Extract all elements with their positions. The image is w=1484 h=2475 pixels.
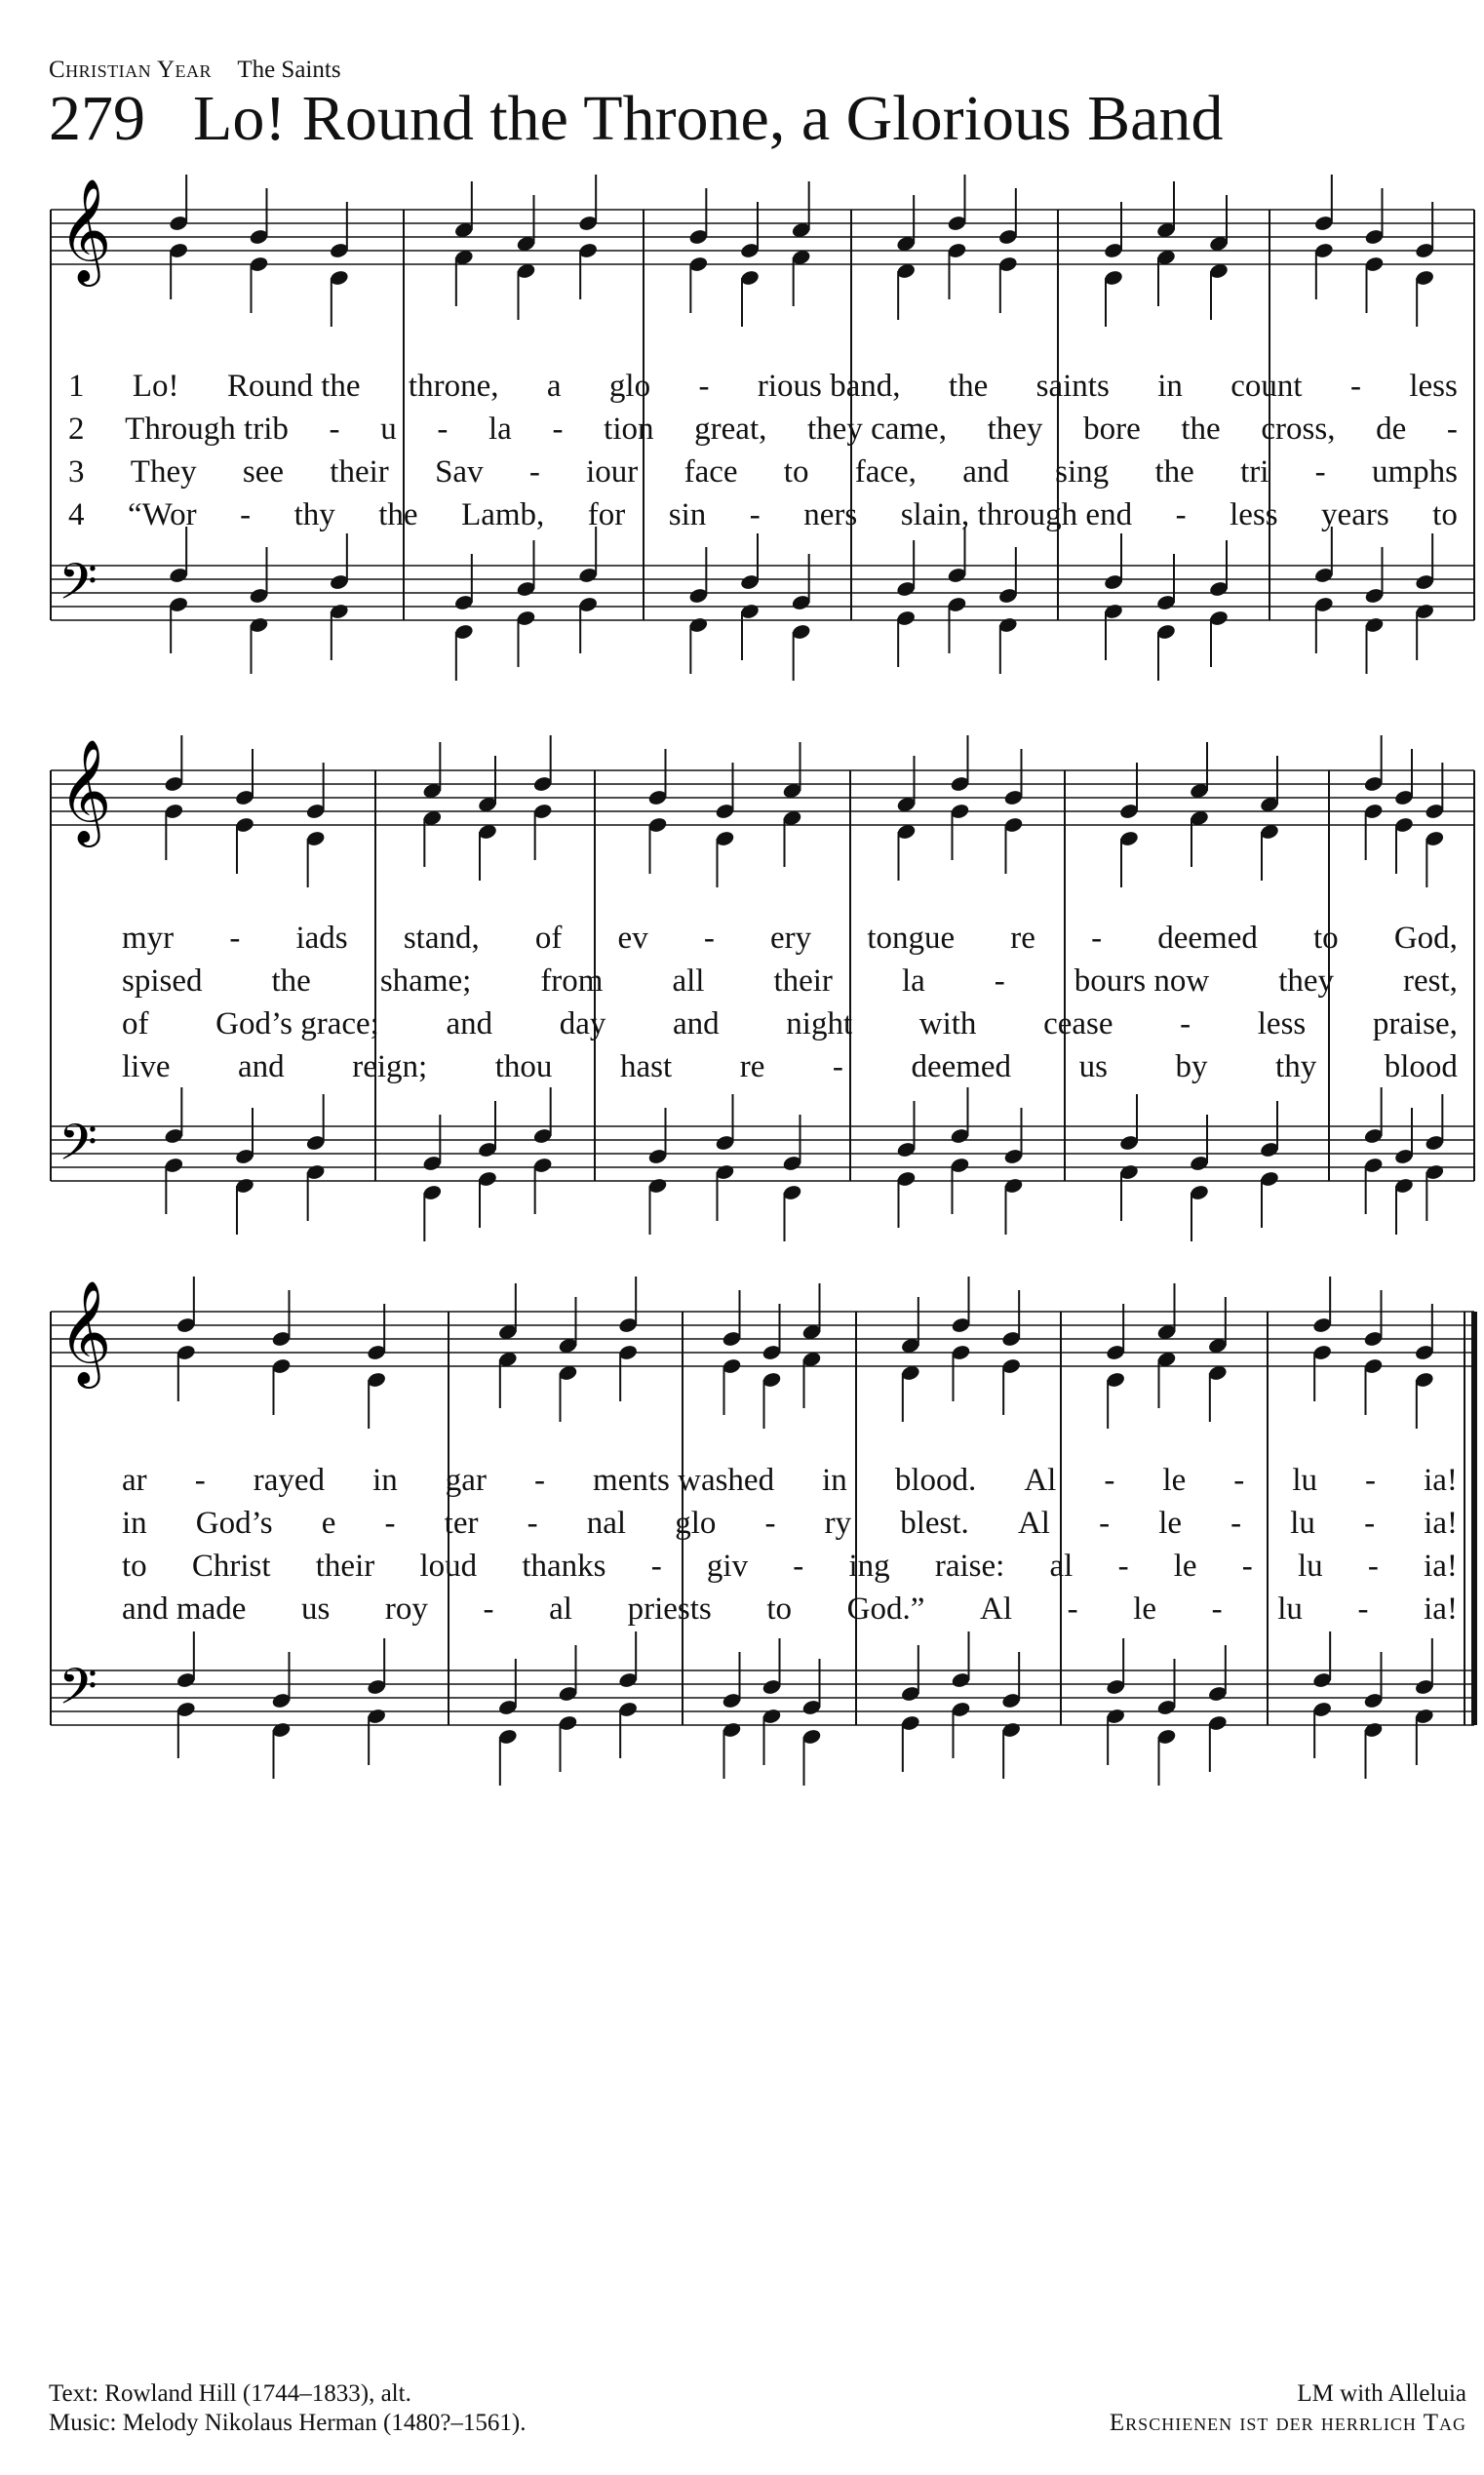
lyric-syllable: - [1067,1591,1078,1627]
lyric-syllable: e [321,1506,336,1541]
lyric-syllable: - [1099,1506,1111,1541]
lyric-line [122,1463,1458,1499]
lyric-syllable: - [793,1549,804,1584]
lyric-syllable: Al [1017,1506,1050,1541]
lyric-syllable: rayed [253,1463,326,1498]
lyric-syllable: see [242,454,285,490]
bass-clef: 𝄢 [59,552,98,623]
lyric-syllable: - [832,1049,843,1084]
lyric-syllable: iour [586,454,639,490]
lyric-syllable: throne, [408,369,499,404]
lyric-syllable: ar [122,1463,147,1498]
lyric-syllable: us [300,1591,331,1627]
lyric-line [68,412,1458,448]
lyric-line [122,921,1458,957]
lyric-syllable: a [546,369,562,404]
lyric-syllable: day [559,1006,606,1041]
lyric-syllable: - [1367,1549,1379,1584]
lyric-syllable: the [1181,412,1221,447]
lyric-syllable: - [1314,454,1326,490]
lyric-syllable: praise, [1372,1006,1458,1041]
lyric-syllable: cease [1043,1006,1113,1041]
lyric-syllable: glo [675,1506,717,1541]
lyric-syllable: gar [445,1463,487,1498]
lyric-syllable: le [1173,1549,1197,1584]
lyric-syllable: Sav [435,454,484,490]
lyric-syllable: and [238,1049,285,1084]
lyric-syllable: in [1157,369,1183,404]
lyric-syllable: blood [1384,1049,1458,1084]
lyric-syllable: They [130,454,197,490]
lyric-syllable: to [1432,497,1458,532]
lyric-syllable: - [1365,1463,1377,1498]
lyric-syllable: live [122,1049,171,1084]
lyric-syllable: thanks [522,1549,606,1584]
lyric-syllable: reign; [352,1049,428,1084]
lyric-syllable: lu [1292,1463,1317,1498]
lyric-syllable: deemed [911,1049,1012,1084]
lyric-syllable: giv [706,1549,749,1584]
lyric-syllable: God’s grace; [215,1006,379,1041]
lyric-syllable: ev [617,921,648,956]
lyric-syllable: umphs [1371,454,1458,490]
lyric-syllable: in [822,1463,847,1498]
lyric-syllable: blood. [894,1463,977,1498]
lyric-syllable: myr [122,921,175,956]
lyric-syllable: blest. [900,1506,969,1541]
lyric-syllable: - [994,963,1005,999]
lyric-syllable: us [1078,1049,1108,1084]
lyric-syllable: - [1357,1591,1369,1627]
lyric-syllable: their [330,454,389,490]
text-credit: Text: Rowland Hill (1744–1833), alt. [49,2380,411,2407]
lyric-syllable: - [650,1549,662,1584]
lyric-syllable: all [672,963,705,999]
lyric-syllable: Christ [191,1549,271,1584]
lyric-syllable: la [901,963,925,999]
lyric-syllable: of [534,921,563,956]
lyric-syllable: and [962,454,1009,490]
lyric-syllable: - [1446,412,1458,447]
lyric-syllable: ia! [1424,1506,1458,1541]
lyric-syllable: bours now [1074,963,1210,999]
lyric-syllable: - [1175,497,1187,532]
lyric-syllable: ia! [1424,1549,1458,1584]
lyric-syllable: loud [419,1549,478,1584]
lyric-line [68,454,1458,491]
lyric-syllable: sing [1055,454,1110,490]
bass-clef: 𝄢 [59,1113,98,1184]
lyric-syllable: - [384,1506,396,1541]
lyric-syllable: - [1091,921,1103,956]
lyric-syllable: saints [1035,369,1110,404]
lyric-syllable: - [1364,1506,1376,1541]
lyric-syllable: le [1133,1591,1157,1627]
lyric-syllable: al [549,1591,572,1627]
lyric-syllable: 2 [68,412,85,447]
lyric-syllable: thy [293,497,335,532]
lyric-syllable: rest, [1403,963,1458,999]
lyric-syllable: to [783,454,809,490]
lyric-syllable: and made [122,1591,247,1627]
lyric-syllable: - [229,921,241,956]
lyric-syllable: God’s [195,1506,273,1541]
meter: LM with Alleluia [1297,2380,1466,2407]
lyric-syllable: and [673,1006,720,1041]
lyric-syllable: by [1175,1049,1208,1084]
lyric-line [68,497,1458,533]
lyric-syllable: ments washed [593,1463,775,1498]
lyric-syllable: u [380,412,397,447]
lyric-syllable: the [271,963,311,999]
lyric-syllable: night [786,1006,853,1041]
lyric-syllable: God.” [846,1591,925,1627]
lyric-syllable: de [1376,412,1407,447]
bass-clef: 𝄢 [59,1657,98,1728]
tune-name: Erschienen ist der herrlich Tag [1109,2410,1466,2436]
lyric-syllable: less [1409,369,1458,404]
lyric-syllable: the [1154,454,1194,490]
lyric-syllable: and [446,1006,493,1041]
lyric-syllable: ners [803,497,858,532]
lyric-syllable: 4 [68,497,85,532]
lyric-syllable: ia! [1424,1591,1458,1627]
lyric-syllable: - [749,497,761,532]
lyric-syllable: iads [295,921,348,956]
credits [49,2379,527,2438]
lyric-syllable: ter [444,1506,479,1541]
lyric-syllable: ia! [1424,1463,1458,1498]
section-label: Christian Year [49,57,213,83]
lyric-syllable: - [1117,1549,1129,1584]
tune-info [1110,2379,1466,2438]
lyric-syllable: they [1278,963,1335,999]
lyric-syllable: - [483,1591,494,1627]
lyric-syllable: in [372,1463,398,1498]
lyric-syllable: to [1313,921,1339,956]
lyric-syllable: - [1211,1591,1223,1627]
lyric-syllable: - [533,1463,545,1498]
lyric-syllable: le [1162,1463,1187,1498]
lyric-syllable: - [528,454,540,490]
lyric-syllable: Al [1024,1463,1057,1498]
lyric-syllable: raise: [934,1549,1005,1584]
lyric-syllable: - [240,497,252,532]
lyric-syllable: - [1180,1006,1191,1041]
lyric-line [122,1506,1458,1542]
lyric-syllable: tion [604,412,654,447]
lyric-syllable: roy [384,1591,428,1627]
lyric-line [68,369,1458,405]
lyric-syllable: slain, through end [900,497,1133,532]
lyric-syllable: tri [1240,454,1269,490]
lyric-syllable: “Wor [127,497,197,532]
lyric-syllable: lu [1290,1506,1315,1541]
lyric-syllable: with [918,1006,977,1041]
lyric-syllable: - [437,412,449,447]
lyric-syllable: spised [122,963,203,999]
lyric-syllable: face, [854,454,917,490]
lyric-syllable: the [378,497,418,532]
lyric-syllable: 1 [68,369,85,404]
hymn-title: Lo! Round the Throne, a Glorious Band [193,83,1224,154]
music-credit: Music: Melody Nikolaus Herman (1480?–1561). [49,2410,527,2436]
lyric-syllable: al [1049,1549,1074,1584]
lyric-syllable: less [1257,1006,1307,1041]
lyric-syllable: - [703,921,715,956]
lyric-line [122,963,1458,1000]
lyric-syllable: less [1230,497,1278,532]
lyric-syllable: of [122,1006,149,1041]
lyric-syllable: to [122,1549,147,1584]
lyric-line [122,1549,1458,1585]
lyric-syllable: Lo! [132,369,179,404]
lyric-syllable: nal [586,1506,627,1541]
lyric-syllable: their [315,1549,375,1584]
clefs [59,177,111,1728]
lyric-syllable: hast [619,1049,673,1084]
lyric-syllable: God, [1393,921,1458,956]
lyric-syllable: ry [824,1506,852,1541]
lyric-syllable: Lamb, [461,497,545,532]
lyric-syllable: for [587,497,626,532]
subsection-label: The Saints [237,57,341,83]
lyric-syllable: Al [979,1591,1012,1627]
lyric-line [122,1049,1458,1085]
lyric-syllable: - [764,1506,776,1541]
lyric-syllable: lu [1298,1549,1323,1584]
lyric-syllable: 3 [68,454,85,490]
lyric-syllable: re [739,1049,765,1084]
lyric-syllable: from [540,963,604,999]
lyric-syllable: lu [1277,1591,1303,1627]
lyric-syllable: - [1241,1549,1253,1584]
lyric-syllable: the [948,369,989,404]
lyric-syllable: - [329,412,340,447]
lyric-syllable: le [1158,1506,1183,1541]
treble-clef: 𝄞 [59,177,112,282]
hymn-number: 279 [49,83,145,154]
lyric-syllable: face [683,454,738,490]
lyric-syllable: - [698,369,710,404]
lyric-syllable: - [1104,1463,1115,1498]
lyric-syllable: cross, [1261,412,1336,447]
lyric-syllable: Round the [226,369,361,404]
lyric-syllable: re [1010,921,1035,956]
lyric-syllable: deemed [1157,921,1258,956]
lyric-syllable: ing [848,1549,890,1584]
lyric-syllable: glo [608,369,651,404]
lyric-syllable: stand, [403,921,480,956]
lyric-syllable: - [552,412,564,447]
treble-clef: 𝄞 [59,1279,112,1384]
lyric-syllable: - [1230,1506,1242,1541]
lyric-syllable: they came, [807,412,947,447]
lyric-syllable: thou [494,1049,553,1084]
lyric-syllable: la [488,412,512,447]
lyric-syllable: Through trib [125,412,289,447]
lyric-syllable: bore [1083,412,1141,447]
lyric-syllable: ery [770,921,812,956]
lyric-syllable: tongue [867,921,956,956]
lyric-syllable: shame; [379,963,472,999]
lyric-syllable: their [773,963,833,999]
lyric-syllable: they [987,412,1043,447]
lyric-syllable: - [1349,369,1361,404]
treble-clef: 𝄞 [59,738,112,843]
lyric-line [122,1591,1458,1628]
lyric-syllable: in [122,1506,147,1541]
lyric-syllable: sin [668,497,707,532]
lyric-line [122,1006,1458,1042]
lyric-syllable: to [766,1591,793,1627]
lyric-syllable: years [1321,497,1389,532]
lyric-syllable: priests [627,1591,712,1627]
lyric-syllable: thy [1275,1049,1317,1084]
lyric-syllable: great, [694,412,767,447]
lyric-syllable: rious band, [757,369,901,404]
lyric-syllable: - [527,1506,538,1541]
lyric-syllable: count [1230,369,1303,404]
lyric-syllable: - [194,1463,206,1498]
lyric-syllable: - [1233,1463,1245,1498]
